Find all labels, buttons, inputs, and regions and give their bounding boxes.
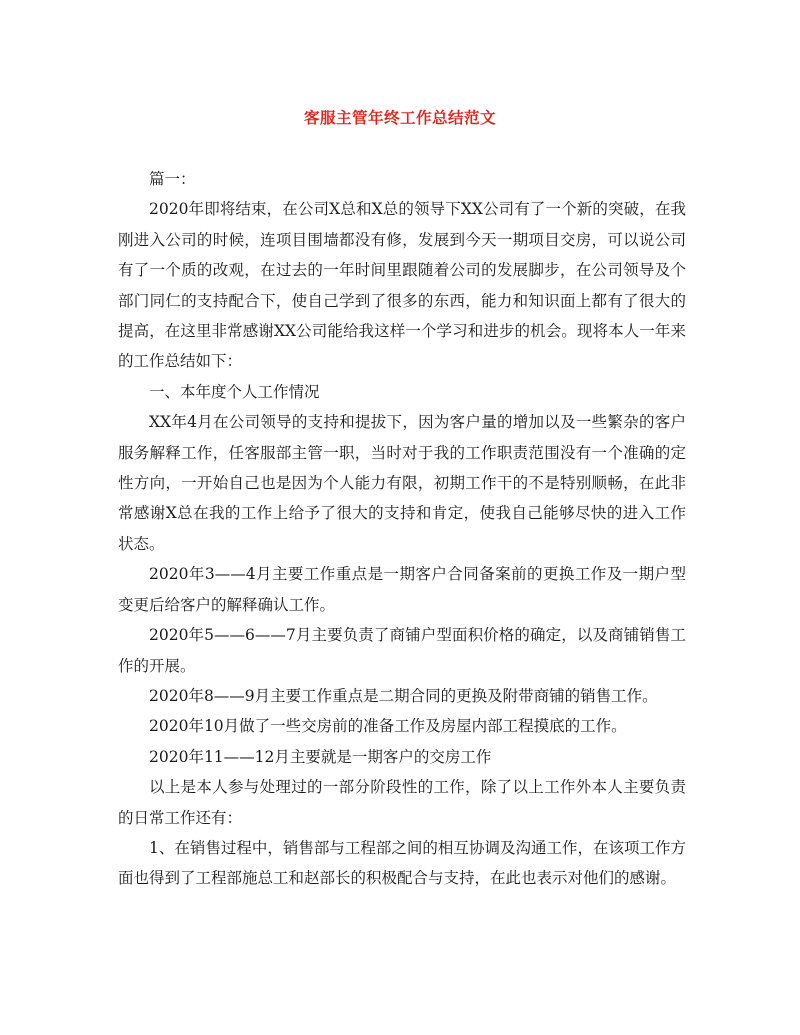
- paragraph-intro: 2020年即将结束，在公司X总和X总的领导下XX公司有了一个新的突破，在我刚进入公司的时候，连项目围墙都没有修，发展到今天一期项目交房，可以说公司有了一个质的改观，在过去的一年时间里跟随着公司的发展脚步，在公司领导及个部门同仁的支持配合下，使自己学到了很多的东西，能力和知识面上都有了很大的提高，在这里非常感谢XX公司能给我这样一个学习和进步的机会。现将本人一年来的工作总结如下：: [118, 200, 686, 371]
- paragraph-mar-apr: 2020年3——4月主要工作重点是一期客户合同备案前的更换工作及一期户型变更后给客户的解释确认工作。: [118, 565, 686, 614]
- paragraph-item-1: 1、在销售过程中，销售部与工程部之间的相互协调及沟通工作，在该项工作方面也得到了工程部施总工和赵部长的积极配合与支持，在此也表示对他们的感谢。: [118, 838, 686, 888]
- paragraph-nov-dec: 2020年11——12月主要就是一期客户的交房工作: [149, 747, 492, 766]
- section-heading-personal-work: 一、本年度个人工作情况: [149, 382, 320, 401]
- document-body: [118, 164, 686, 894]
- paragraph-aug-sep: 2020年8——9月主要工作重点是二期合同的更换及附带商铺的销售工作。: [149, 686, 658, 705]
- paragraph-may-jul: 2020年5——6——7月主要负责了商铺户型面积价格的确定，以及商铺销售工作的开展。: [118, 626, 686, 675]
- paragraph-promotion: XX年4月在公司领导的支持和提拔下，因为客户量的增加以及一些繁杂的客户服务解释工作，任客服部主管一职，当时对于我的工作职责范围没有一个准确的定性方向，一开始自己也是因为个人能力有限，初期工作干的不是特别顺畅，在此非常感谢X总在我的工作上给予了很大的支持和肯定，使我自己能够尽快的进入工作状态。: [118, 413, 686, 553]
- paragraph-daily-duties: 以上是本人参与处理过的一部分阶段性的工作，除了以上工作外本人主要负责的日常工作还有：: [118, 778, 686, 827]
- paragraph-oct: 2020年10月做了一些交房前的准备工作及房屋内部工程摸底的工作。: [149, 717, 627, 736]
- document-title: 客服主管年终工作总结范文: [303, 108, 496, 127]
- section-heading-part-one: 篇一：: [149, 170, 196, 188]
